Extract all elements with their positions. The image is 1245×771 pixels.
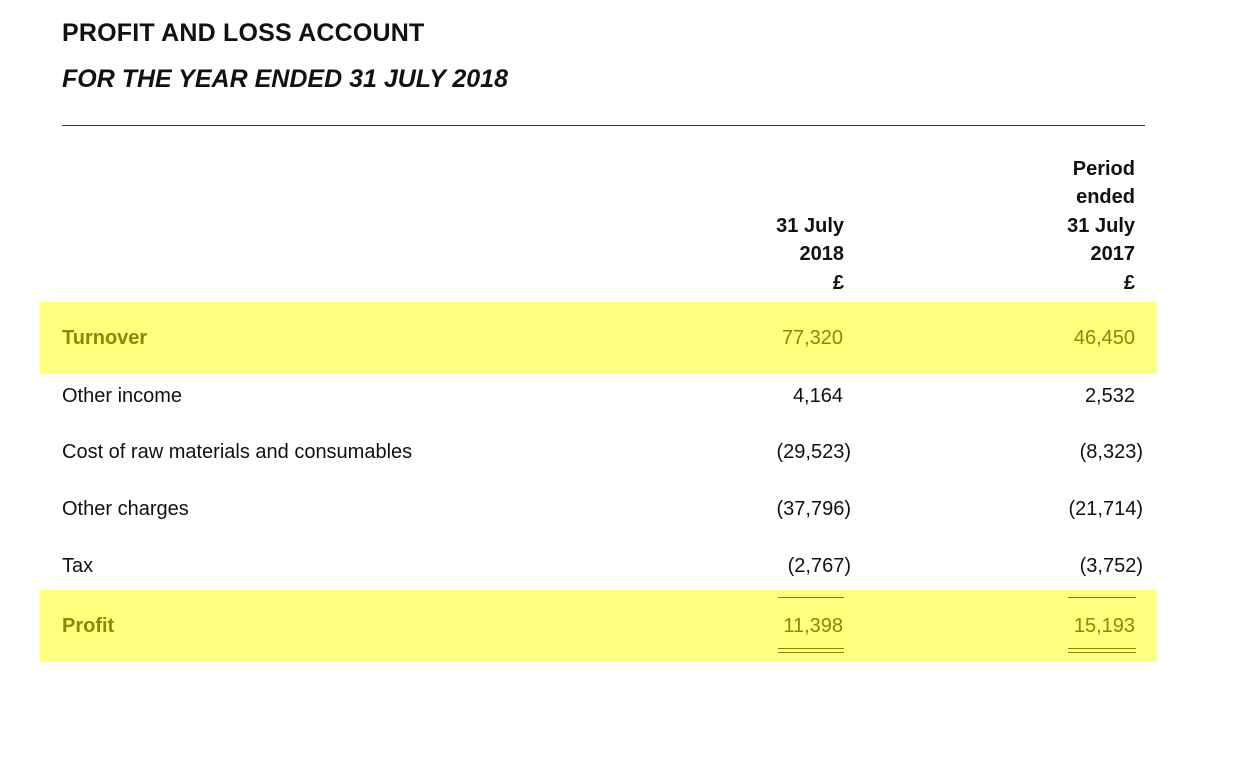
column-header-2017 [1067,155,1135,297]
value-2017: (21,714) [1068,498,1143,520]
row-label: Other charges [62,498,189,520]
value-2018: (29,523) [776,441,851,463]
value-2018: (2,767) [787,555,851,577]
column-header-currency: £ [1123,271,1135,294]
row-label: Turnover [62,326,148,349]
row-other-income [40,368,1157,425]
row-other-charges [40,481,1157,538]
value-2017: 2,532 [1084,385,1135,407]
value-2018: (37,796) [776,498,851,520]
row-label: Cost of raw materials and consumables [62,441,413,463]
page-subtitle: FOR THE YEAR ENDED 31 JULY 2018 [62,65,508,93]
column-header-line: 31 July [776,215,844,237]
subtotal-rule-2018 [778,597,844,598]
column-header-line: Period [1072,158,1135,180]
column-header-2018 [776,212,844,297]
value-2018: 77,320 [781,326,843,349]
row-turnover [40,302,1157,374]
column-header-line: 2018 [799,243,844,266]
row-label: Profit [62,614,115,637]
column-header-currency: £ [832,271,844,294]
column-header-line: 31 July [1067,214,1135,237]
value-2017: (8,323) [1079,441,1143,463]
value-2018: 11,398 [783,614,843,637]
column-header-line: ended [1076,186,1135,209]
row-profit [40,590,1157,662]
value-2017: (3,752) [1079,555,1143,577]
column-header-line: 2017 [1090,243,1135,266]
page-title: PROFIT AND LOSS ACCOUNT [62,19,425,47]
value-2017: 46,450 [1073,326,1135,349]
total-double-rule-2018 [778,648,844,653]
row-label: Tax [62,555,94,577]
value-2017: 15,193 [1073,614,1135,637]
header-divider [62,125,1145,126]
row-cost-of-raw-materials [40,424,1157,481]
subtotal-rule-2017 [1068,597,1136,598]
value-2018: 4,164 [792,385,843,407]
row-label: Other income [62,385,183,407]
total-double-rule-2017 [1068,648,1136,653]
row-tax [40,538,1157,595]
